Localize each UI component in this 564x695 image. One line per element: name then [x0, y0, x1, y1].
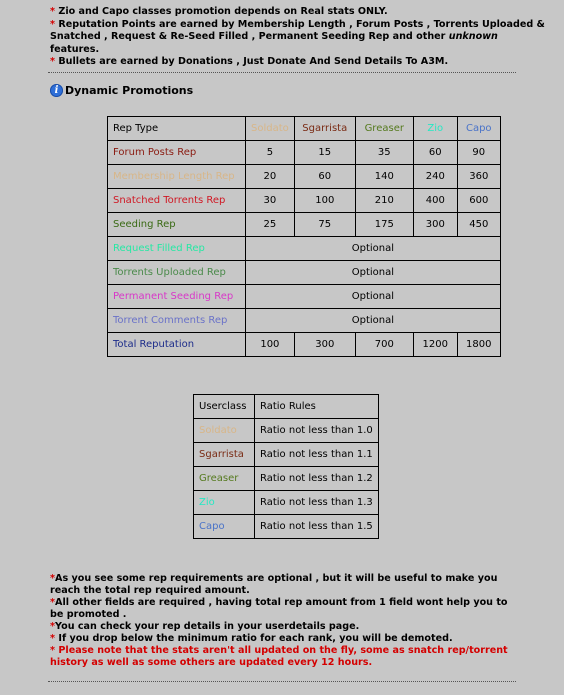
- note-emphasis: unknown: [448, 31, 498, 42]
- rep-type-label: Snatched Torrents Rep: [108, 189, 246, 213]
- top-notes: [50, 6, 550, 69]
- rep-value: 5: [246, 141, 295, 165]
- rep-value: 1800: [457, 333, 500, 357]
- rep-type-label: Seeding Rep: [108, 213, 246, 237]
- top-note: [50, 6, 550, 19]
- rep-row: [108, 309, 501, 333]
- ratio-rule: Ratio not less than 1.3: [255, 491, 379, 515]
- ratio-row: [194, 515, 379, 539]
- rep-type-label: Torrents Uploaded Rep: [108, 261, 246, 285]
- rep-value: 240: [413, 165, 457, 189]
- note-text: Zio and Capo classes promotion depends on Real stats ONLY.: [55, 6, 388, 17]
- bottom-note: [50, 597, 520, 621]
- rep-value: 25: [246, 213, 295, 237]
- bottom-note: [50, 621, 520, 633]
- rep-value: 75: [294, 213, 355, 237]
- rep-row: [108, 237, 501, 261]
- bottom-note: [50, 645, 520, 669]
- userclass-name: Capo: [194, 515, 255, 539]
- bullet-star: *: [50, 645, 56, 656]
- rep-value: 20: [246, 165, 295, 189]
- class-header-sgarrista: Sgarrista: [294, 117, 355, 141]
- rep-row: [108, 141, 501, 165]
- ratio-rule: Ratio not less than 1.1: [255, 443, 379, 467]
- rep-value: 15: [294, 141, 355, 165]
- rep-type-label: Torrent Comments Rep: [108, 309, 246, 333]
- ratio-row: [194, 467, 379, 491]
- info-icon: i: [50, 84, 63, 97]
- rep-value: 360: [457, 165, 500, 189]
- rep-value: 140: [355, 165, 413, 189]
- rep-type-label: Request Filled Rep: [108, 237, 246, 261]
- note-text: If you drop below the minimum ratio for each rank, you will be demoted.: [55, 633, 453, 644]
- rep-value: 1200: [413, 333, 457, 357]
- rep-row: [108, 165, 501, 189]
- rep-row: [108, 333, 501, 357]
- rep-row: [108, 213, 501, 237]
- ratio-rule: Ratio not less than 1.0: [255, 419, 379, 443]
- note-text: Please note that the stats aren't all updated on the fly, some as snatch rep/torrent history as well as some others are updated every 12 hours.: [50, 645, 508, 668]
- userclass-name: Zio: [194, 491, 255, 515]
- rep-requirements-table: [107, 116, 501, 357]
- note-text: You can check your rep details in your userdetails page.: [55, 621, 360, 632]
- bullet-star: *: [50, 597, 56, 608]
- section-heading: [50, 84, 193, 97]
- rep-value: 30: [246, 189, 295, 213]
- ratio-row: [194, 419, 379, 443]
- ratio-rule: Ratio not less than 1.5: [255, 515, 379, 539]
- rep-value: 700: [355, 333, 413, 357]
- note-text: Reputation Points are earned by Membership Length , Forum Posts , Torrents Uploaded & Snatched , Request & Re-Seed Filled , Permanent Seeding Rep and other: [50, 18, 545, 42]
- rep-value: 210: [355, 189, 413, 213]
- bullet-star: *: [50, 621, 56, 632]
- rep-value: 400: [413, 189, 457, 213]
- userclass-name: Soldato: [194, 419, 255, 443]
- ratio-rules-table: [193, 394, 379, 539]
- optional-cell: Optional: [246, 237, 501, 261]
- note-text: All other fields are required , having total rep amount from 1 field wont help you to be promoted .: [50, 597, 508, 620]
- bullet-star: *: [50, 633, 56, 644]
- divider-bottom: [48, 681, 516, 682]
- rep-value: 450: [457, 213, 500, 237]
- rep-value: 60: [413, 141, 457, 165]
- optional-cell: Optional: [246, 285, 501, 309]
- top-note: [50, 56, 550, 69]
- rep-row: [108, 189, 501, 213]
- note-text-end: features.: [50, 43, 100, 55]
- optional-cell: Optional: [246, 261, 501, 285]
- rep-value: 600: [457, 189, 500, 213]
- divider-top: [48, 72, 516, 73]
- class-header-capo: Capo: [457, 117, 500, 141]
- rep-row: [108, 261, 501, 285]
- rep-value: 100: [246, 333, 295, 357]
- top-note: [50, 19, 550, 57]
- bottom-notes: [50, 573, 520, 669]
- rep-value: 300: [294, 333, 355, 357]
- class-header-soldato: Soldato: [246, 117, 295, 141]
- rep-type-header: Rep Type: [108, 117, 246, 141]
- ratio-row: [194, 491, 379, 515]
- bottom-note: [50, 633, 520, 645]
- rep-type-label: Membership Length Rep: [108, 165, 246, 189]
- rep-type-label: Total Reputation: [108, 333, 246, 357]
- class-header-greaser: Greaser: [355, 117, 413, 141]
- rep-row: [108, 285, 501, 309]
- userclass-header: Userclass: [194, 395, 255, 419]
- bullet-star: *: [50, 18, 56, 30]
- section-title: Dynamic Promotions: [65, 84, 194, 97]
- bottom-note: [50, 573, 520, 597]
- rep-type-label: Forum Posts Rep: [108, 141, 246, 165]
- class-header-zio: Zio: [413, 117, 457, 141]
- rep-value: 60: [294, 165, 355, 189]
- ratio-rules-header: Ratio Rules: [255, 395, 379, 419]
- note-text: Bullets are earned by Donations , Just Donate And Send Details To A3M.: [55, 56, 449, 67]
- rep-value: 300: [413, 213, 457, 237]
- ratio-row: [194, 443, 379, 467]
- bullet-star: *: [50, 6, 56, 17]
- rep-type-label: Permanent Seeding Rep: [108, 285, 246, 309]
- rep-value: 90: [457, 141, 500, 165]
- ratio-header-row: [194, 395, 379, 419]
- bullet-star: *: [50, 573, 56, 584]
- optional-cell: Optional: [246, 309, 501, 333]
- ratio-rule: Ratio not less than 1.2: [255, 467, 379, 491]
- userclass-name: Sgarrista: [194, 443, 255, 467]
- note-text: As you see some rep requirements are optional , but it will be useful to make you reach the total rep required amount.: [50, 573, 498, 596]
- userclass-name: Greaser: [194, 467, 255, 491]
- rep-header-row: [108, 117, 501, 141]
- rep-value: 100: [294, 189, 355, 213]
- rep-value: 175: [355, 213, 413, 237]
- bullet-star: *: [50, 56, 56, 67]
- rep-value: 35: [355, 141, 413, 165]
